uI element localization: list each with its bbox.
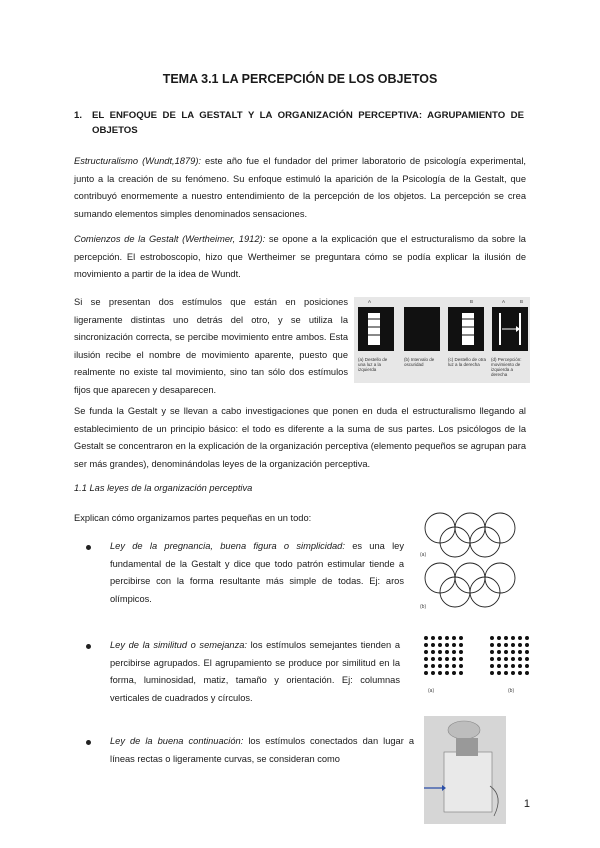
paragraph-lead: Comienzos de la Gestalt (Wertheimer, 1912): [74,234,266,244]
figure-caption: (d) Percepción: movimiento de izquierda a derecha [491,357,522,377]
grid-dot [525,643,529,647]
grid-dot [497,657,501,661]
grid-dot [438,657,442,661]
page-title: TEMA 3.1 LA PERCEPCIÓN DE LOS OBJETOS [162,72,438,86]
figure-label: (b) [420,604,427,610]
grid-dot [490,650,494,654]
paragraph-gestalt-origins [74,231,526,284]
grid-dot [511,643,515,647]
continuation-photo [424,716,506,824]
grid-dot [511,664,515,668]
grid-dot [431,671,435,675]
figure-label: A [502,299,506,304]
grid-dot [525,657,529,661]
law-name: Ley de la buena continuación: [110,736,244,746]
grid-dot [431,636,435,640]
grid-dot [438,671,442,675]
grid-dot [445,657,449,661]
paragraph-text: este año fue el fundador del primer laboratorio de psicología experimental, junto a la creación de su fenómeno. Su enfoque estimuló la aparición de la Psicología de la Gestalt, que contribuyó enormemente a nuestro entendimiento de la percepción de los objetos. La percepción se crea sumando elementos simples denominados sensaciones. [74,156,526,219]
paragraph-structuralism [74,153,526,223]
grid-dot [511,671,515,675]
grid-dot [459,636,463,640]
grid-dot [504,650,508,654]
grid-dot [438,664,442,668]
figure-label: A [368,299,372,304]
section-heading-text: EL ENFOQUE DE LA GESTALT Y LA ORGANIZACIÓN PERCEPTIVA: AGRUPAMIENTO DE OBJETOS [92,110,524,136]
grid-dot [452,636,456,640]
figure-caption: (a) Destello de una luz a la izquierda [358,357,388,372]
paragraph-laws-intro: Explican cómo organizamos partes pequeñas en un todo: [74,513,312,523]
law-description: es una ley fundamental de la Gestalt y dice que todo patrón estimular tiende a percibirse con la forma resultante más simple de todas. Ej: aros olímpicos. [110,541,404,604]
grid-dot [497,643,501,647]
grid-dot [431,657,435,661]
grid-dot [438,650,442,654]
list-item-similarity-law [110,637,400,707]
dot-grid-b [490,636,529,675]
olympic-rings-figure [418,508,534,612]
grid-dot [424,636,428,640]
grid-dot [497,664,501,668]
paragraph-apparent-motion: Si se presentan dos estímulos que están en posiciones ligeramente distintas uno detrás del otro, y se utiliza la sincronización correcta, se percibe movimiento entre ambos. Esta ilusión recibe el nombre de movimiento aparente, puesto que realmente no existe tal movimiento, sino tan sólo dos estímulos fijos que aparecen y desaparecen. [74,297,348,395]
grid-dot [511,650,515,654]
figure-label: (b) [508,688,515,694]
grid-dot [490,671,494,675]
grid-dot [525,636,529,640]
grid-dot [518,664,522,668]
grid-dot [511,636,515,640]
law-name: Ley de la similitud o semejanza: [110,640,247,650]
page-number: 1 [523,798,530,810]
grid-dot [504,657,508,661]
grid-dot [525,671,529,675]
grid-dot [518,636,522,640]
apparent-motion-figure [354,297,530,383]
stroboscope-frames [354,305,530,355]
grid-dot [490,657,494,661]
grid-dot [459,671,463,675]
grid-dot [445,664,449,668]
grid-dot [424,671,428,675]
grid-dot [459,650,463,654]
grid-dot [424,650,428,654]
grid-dot [459,643,463,647]
section-heading [74,108,524,138]
figure-caption: (b) Intervalo de oscuridad [404,357,435,367]
grid-dot [518,643,522,647]
grid-dot [497,650,501,654]
grid-dot [459,664,463,668]
list-item-continuation-law [110,733,414,768]
grid-dot [504,643,508,647]
bullet-icon [86,644,91,649]
grid-dot [452,664,456,668]
grid-dot [459,657,463,661]
figure-label: (a) [428,688,435,694]
grid-dot [504,664,508,668]
bullet-icon [86,740,91,745]
grid-dot [438,643,442,647]
grid-dot [452,650,456,654]
grid-dot [490,636,494,640]
figure-label: B [520,299,524,304]
grid-dot [438,636,442,640]
grid-dot [445,650,449,654]
figure-label: B [470,299,474,304]
grid-dot [452,643,456,647]
grid-dot [431,643,435,647]
figure-caption: (c) Destello de otra luz a la derecha [448,357,487,367]
paragraph-lead: Estructuralismo (Wundt,1879): [74,156,202,166]
grid-dot [452,671,456,675]
dot-grid-a [424,636,463,675]
law-name: Ley de la pregnancia, buena figura o simplicidad: [110,541,345,551]
grid-dot [490,643,494,647]
grid-dot [445,636,449,640]
grid-dot [511,657,515,661]
grid-dot [452,657,456,661]
grid-dot [504,671,508,675]
section-number: 1. [74,110,83,121]
subsection-heading: 1.1 Las leyes de la organización perceptiva [74,483,253,493]
grid-dot [518,657,522,661]
paragraph-text: se opone a la explicación que el estructuralismo da sobre la percepción. El estroboscopio, hizo que Wertheimer se preguntara cómo se podía explicar la ilusión de movimiento a partir de la idea de Wundt. [74,234,526,279]
bullet-icon [86,545,91,550]
grid-dot [497,671,501,675]
grid-dot [490,664,494,668]
grid-dot [445,643,449,647]
law-description: los estímulos conectados dan lugar a líneas rectas o ligeramente curvas, se consideran como [110,736,414,764]
grid-dot [518,671,522,675]
grid-dot [518,650,522,654]
paragraph-gestalt-founding: Se funda la Gestalt y se llevan a cabo investigaciones que ponen en duda el estructuralismo llegando al establecimiento de un principio básico: el todo es diferente a la suma de sus partes. Los psicólogos de la Gestalt se concentraron en la explicación de la organización perceptiva (elemento pequeños se agrupan para ser más grandes), denominándolas leyes de la organización perceptiva. [74,406,526,469]
grid-dot [424,643,428,647]
grid-dot [445,671,449,675]
grid-dot [504,636,508,640]
grid-dot [431,650,435,654]
grid-dot [424,657,428,661]
grid-dot [525,650,529,654]
law-description: los estímulos semejantes tienden a percibirse agrupados. El agrupamiento se produce por similitud en la forma, luminosidad, matiz, tamaño y orientación. Ej: columnas verticales de cuadrados y círculos. [110,640,400,703]
list-item-pregnancy-law [110,538,404,608]
grid-dot [497,636,501,640]
grid-dot [525,664,529,668]
grid-dot [431,664,435,668]
similarity-dots-figure [420,632,532,696]
grid-dot [424,664,428,668]
figure-label: (a) [420,552,427,558]
